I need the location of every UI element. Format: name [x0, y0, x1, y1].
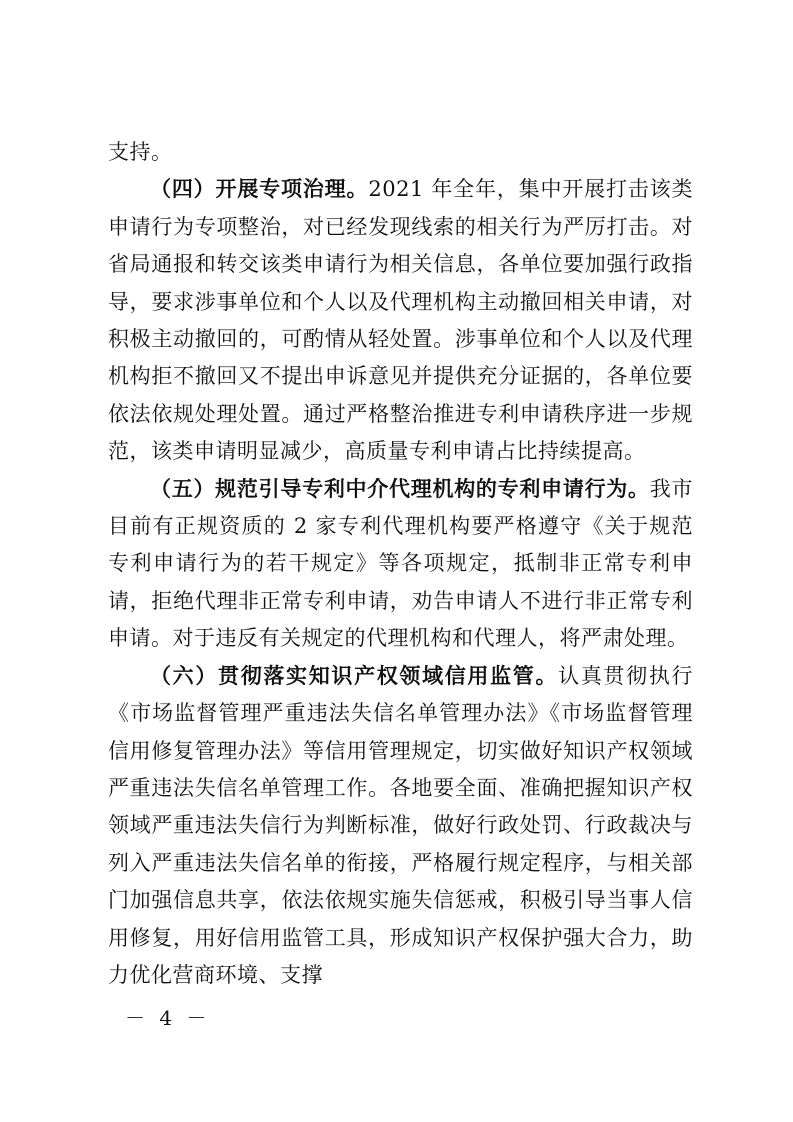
section-six-heading: （六）贯彻落实知识产权领域信用监管。	[150, 663, 559, 688]
body-text	[108, 134, 693, 994]
section-six-body: 认真贯彻执行《市场监督管理严重违法失信名单管理办法》《市场监督管理信用修复管理办法》等信用管理规定，切实做好知识产权领域严重违法失信名单管理工作。各地要全面、准确把握知识产权领域严重违法失信行为判断标准，做好行政处罚、行政裁决与列入严重违法失信名单的衔接，严格履行规定程序，与相关部门加强信息共享，依法依规实施失信惩戒，积极引导当事人信用修复，用好信用监管工具，形成知识产权保护强大合力，助力优化营商环境、支撑	[108, 663, 694, 987]
section-four-body: 2021 年全年，集中开展打击该类申请行为专项整治，对已经发现线索的相关行为严厉打击。对省局通报和转交该类申请行为相关信息，各单位要加强行政指导，要求涉事单位和个人以及代理机构主动撤回相关申请，对积极主动撤回的，可酌情从轻处置。涉事单位和个人以及代理机构拒不撤回又不提出申诉意见并提供充分证据的，各单位要依法依规处理处置。通过严格整治推进专利申请秩序进一步规范，该类申请明显减少，高质量专利申请占比持续提高。	[108, 177, 693, 464]
section-four-heading: （四）开展专项治理。	[150, 177, 369, 202]
section-four-paragraph	[108, 171, 693, 470]
section-five-heading: （五）规范引导专利中介代理机构的专利申请行为。	[150, 476, 650, 501]
section-six-paragraph	[108, 658, 693, 995]
section-five-paragraph	[108, 471, 693, 658]
section-five-body: 我市目前有正规资质的 2 家专利代理机构要严格遵守《关于规范专利申请行为的若干规定》等各项规定，抵制非正常专利申请，拒绝代理非正常专利申请，劝告申请人不进行非正常专利申请。对于违反有关规定的代理机构和代理人，将严肃处理。	[108, 476, 694, 651]
page-number: － 4 －	[125, 1006, 211, 1030]
continuation-paragraph: 支持。	[108, 140, 173, 164]
